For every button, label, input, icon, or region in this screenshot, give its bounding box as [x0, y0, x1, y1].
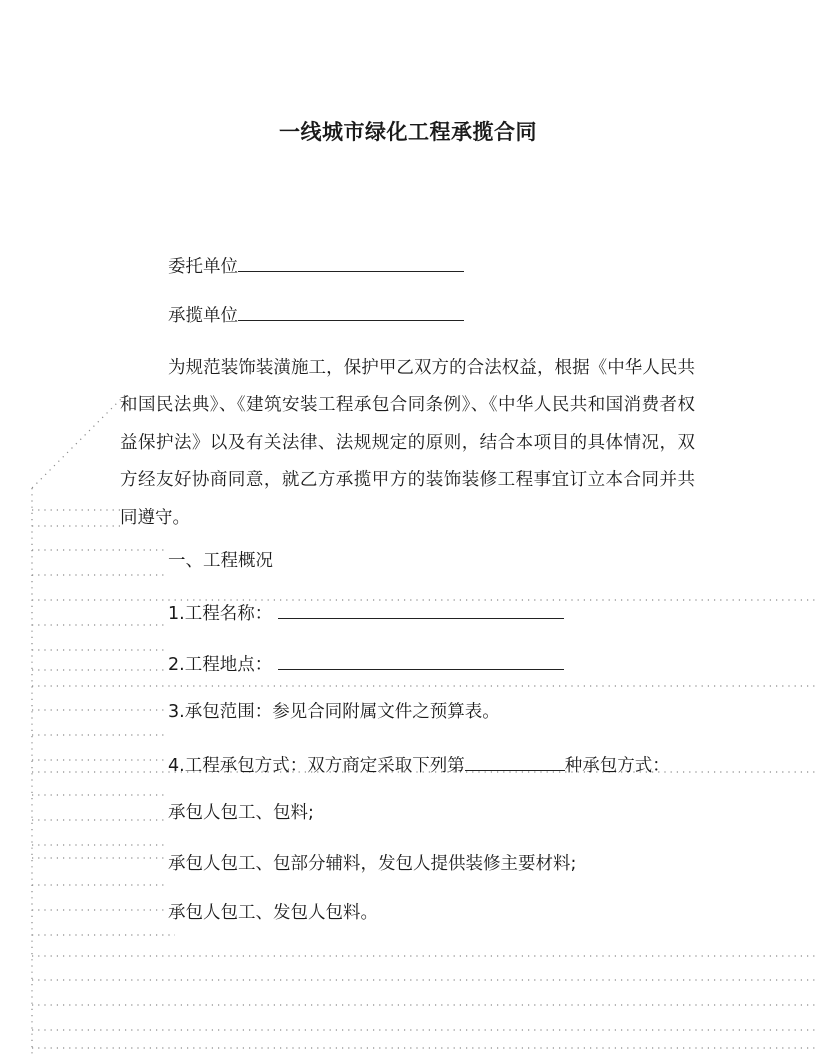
option-3: 承包人包工、发包人包料。 — [168, 903, 378, 923]
item-1-blank — [278, 600, 564, 619]
item-4-suffix: 种承包方式： — [564, 756, 670, 776]
client-label: 委托单位 — [168, 257, 238, 277]
client-blank — [238, 253, 464, 272]
item-1-label: 1.工程名称： — [168, 604, 273, 624]
item-4-line — [168, 752, 670, 777]
option-1: 承包人包工、包料; — [168, 803, 314, 823]
item-4-prefix: 4.工程承包方式：双方商定采取下列第 — [168, 756, 465, 776]
contractor-line — [168, 302, 464, 327]
item-2-blank — [278, 651, 564, 670]
contractor-label: 承揽单位 — [168, 306, 238, 326]
item-4-blank — [465, 752, 565, 771]
item-3-text: 3.承包范围：参见合同附属文件之预算表。 — [168, 702, 500, 722]
item-1-line — [168, 600, 564, 625]
document-title: 一线城市绿化工程承揽合同 — [279, 120, 537, 144]
intro-paragraph: 为规范装饰装潢施工，保护甲乙双方的合法权益，根据《中华人民共和国民法典》、《建筑安装工程承包合同条例》、《中华人民共和国消费者权益保护法》以及有关法律、法规规定的原则，结合本项目的具体情况，双方经友好协商同意，就乙方承揽甲方的装饰装修工程事宜订立本合同并共同遵守。 — [120, 358, 695, 528]
item-2-line — [168, 651, 564, 676]
option-2: 承包人包工、包部分辅料，发包人提供装修主要材料; — [168, 854, 577, 874]
item-2-label: 2.工程地点： — [168, 655, 273, 675]
client-line — [168, 253, 464, 278]
contractor-blank — [238, 302, 464, 321]
section-1-heading: 一、工程概况 — [168, 551, 273, 571]
